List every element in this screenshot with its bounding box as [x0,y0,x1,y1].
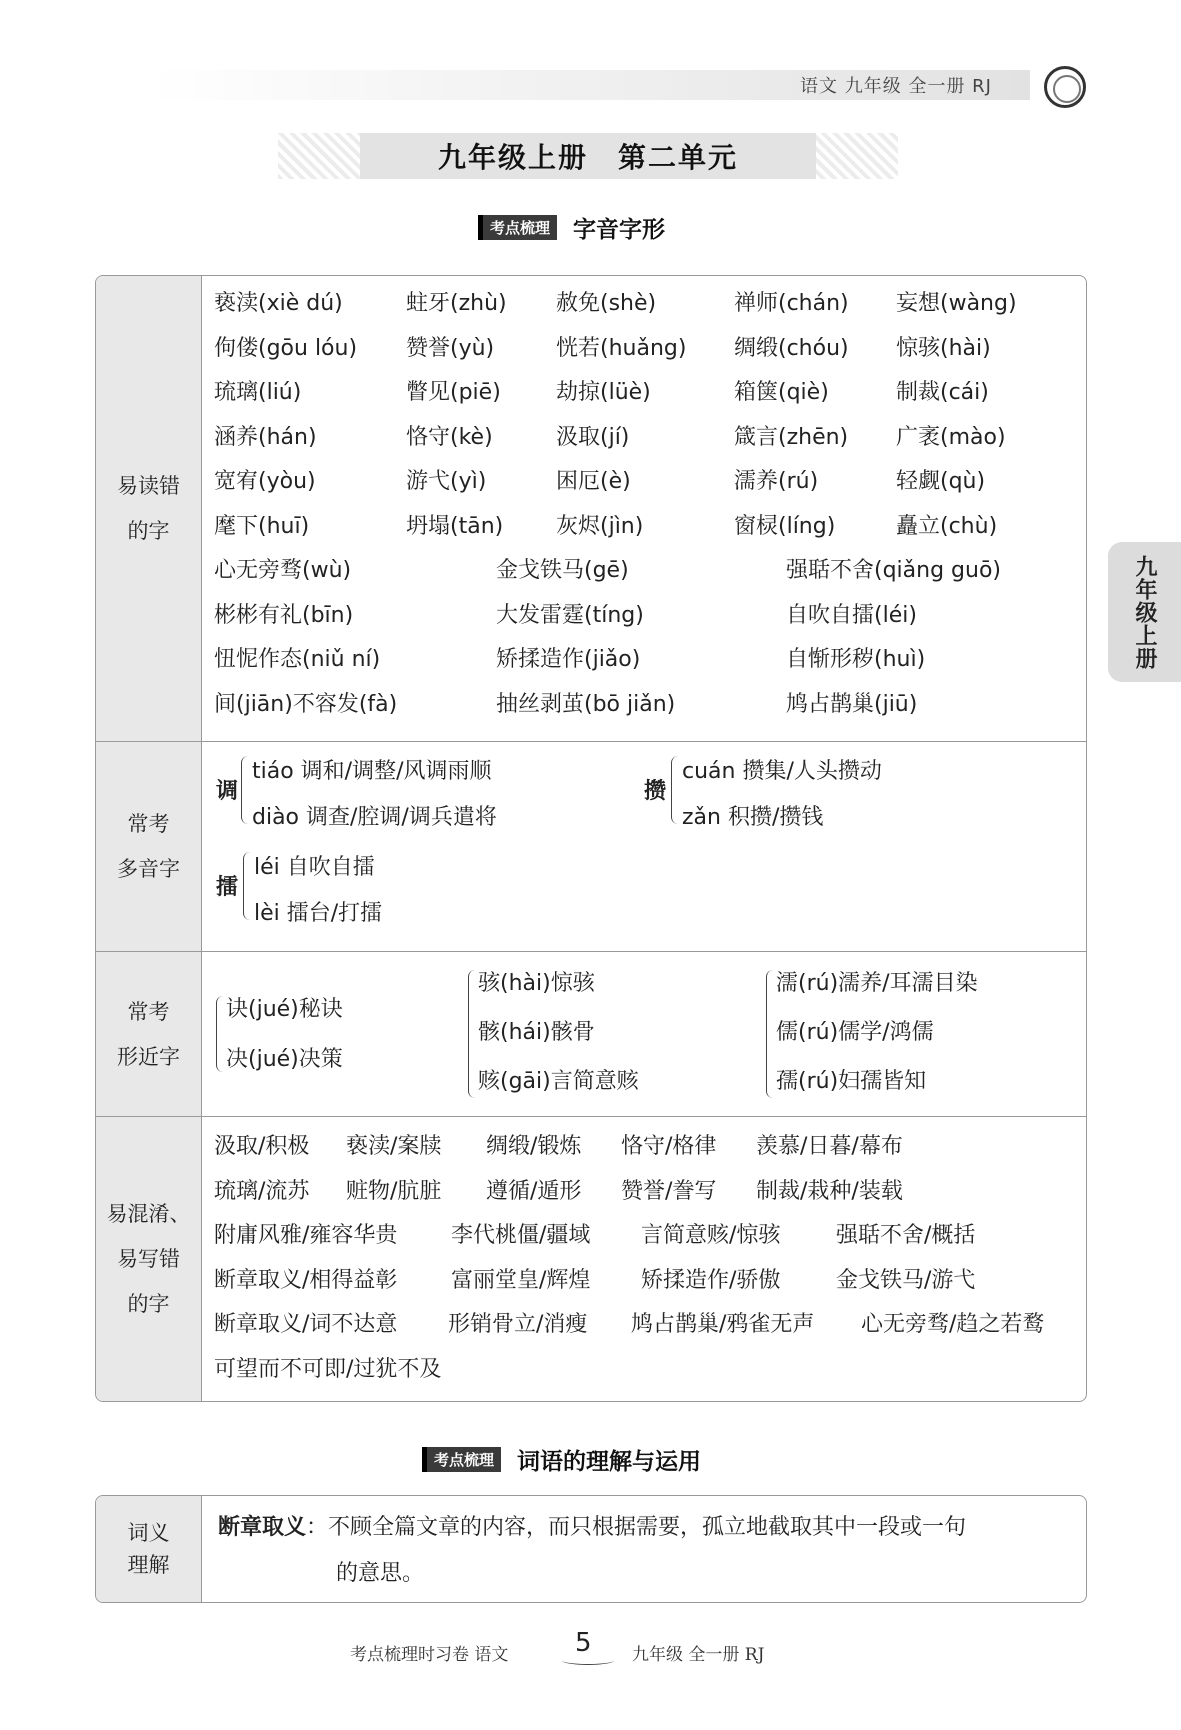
header-text: 语文 九年级 全一册 RJ [800,76,992,97]
misread-item: 困厄(è) [556,469,631,494]
row-label: 易读错 的字 [96,276,202,741]
misread-item: 轻觑(qù) [896,469,986,494]
confusable-item: 心无旁骛/趋之若鹜 [861,1312,1045,1337]
confusable-item: 断章取义/相得益彰 [214,1267,398,1293]
confusable-item: 琉璃/流苏 [214,1178,310,1204]
confusable-item: 鸠占鹊巢/鸦雀无声 [631,1312,815,1337]
brace [766,970,773,1098]
misread-item: 窗棂(líng) [734,513,836,539]
misread-item: 汲取(jí) [556,424,630,450]
misread-item: 蛀牙(zhù) [406,291,507,316]
similar-item: 濡(rú)濡养/耳濡目染 [776,971,978,996]
similar-item: 诀(jué)秘诀 [226,997,343,1022]
polyphonic-line: tiáo 调和/调整/风调雨顺 [252,759,492,784]
brace [241,756,248,824]
misread-item: 矗立(chù) [896,513,998,539]
definition-line [218,1510,966,1541]
confusable-item: 金戈铁马/游弋 [836,1267,976,1293]
misread-item: 妄想(wàng) [896,291,1017,316]
polyphonic-char: 擂 [216,875,239,900]
similar-item: 决(jué)决策 [226,1047,343,1072]
polyphonic-line: léi 自吹自擂 [254,855,375,880]
misread-item: 麾下(huī) [214,513,310,539]
confusable-item: 富丽堂皇/辉煌 [451,1267,591,1293]
confusable-item: 亵渎/案牍 [346,1134,442,1159]
misread-item: 自吹自擂(léi) [786,602,917,628]
confusable-item: 绸缎/锻炼 [486,1134,582,1159]
pronunciation-table [95,275,1087,1402]
confusable-item: 强聒不舍/概括 [836,1223,976,1248]
page-number: 5 [575,1628,592,1658]
confusable-item: 李代桃僵/疆域 [451,1223,591,1248]
brace [216,996,223,1072]
vocabulary-table [95,1495,1087,1603]
misread-item: 劫掠(lüè) [556,380,651,405]
brace [243,852,250,920]
misread-item: 心无旁骛(wù) [214,558,352,583]
section-tag: 考点梳理 [422,1447,501,1472]
misread-item: 忸怩作态(niǔ ní) [214,647,381,672]
similar-item: 儒(rú)儒学/鸿儒 [776,1020,934,1045]
misread-item: 恪守(kè) [406,424,493,450]
confusable-item: 形销骨立/消瘦 [448,1312,588,1337]
definition-line-2: 的意思。 [336,1561,425,1586]
similar-item: 孺(rú)妇孺皆知 [776,1069,927,1094]
seal-logo-icon [1044,66,1086,108]
brace [671,756,678,824]
section-title: 词语的理解与运用 [517,1448,702,1475]
misread-item: 坍塌(tān) [406,513,504,539]
section-label-2 [422,1446,702,1475]
misread-item: 箱箧(qiè) [734,380,829,405]
confusable-item: 矫揉造作/骄傲 [641,1267,781,1293]
misread-item: 大发雷霆(tíng) [496,602,644,628]
misread-item: 惊骇(hài) [896,335,991,361]
side-tab-label: 九年级上册 [1132,554,1157,670]
confusable-item: 可望而不可即/过犹不及 [214,1356,442,1382]
confusable-item: 遵循/遁形 [486,1178,582,1204]
polyphonic-line: diào 调查/腔调/调兵遣将 [252,805,497,830]
footer-right: 九年级 全一册 RJ [632,1645,765,1665]
misread-item: 间(jiān)不容发(fà) [214,691,398,717]
confusable-item: 恪守/格律 [621,1134,717,1159]
section-label-1 [478,214,666,243]
confusable-item: 汲取/积极 [214,1134,310,1159]
table-row-meaning [96,1496,1086,1602]
confusable-item: 言简意赅/惊骇 [641,1223,781,1248]
misread-item: 抽丝剥茧(bō jiǎn) [496,691,676,717]
row-label: 词义 理解 [96,1496,202,1602]
definition-text: ：不顾全篇文章的内容，而只根据需要，孤立地截取其中一段或一句 [306,1515,967,1540]
polyphonic-line: lèi 擂台/打擂 [254,901,383,926]
misread-item: 箴言(zhēn) [734,424,849,450]
similar-item: 骸(hái)骸骨 [478,1020,595,1045]
confusable-item: 赞誉/誊写 [621,1178,717,1204]
misread-item: 宽宥(yòu) [214,469,316,494]
misread-item: 灰烬(jìn) [556,513,644,539]
brace [468,970,475,1098]
misread-item: 强聒不舍(qiǎng guō) [786,558,1001,583]
misread-item: 赞誉(yù) [406,335,495,361]
misread-item: 琉璃(liú) [214,380,302,405]
misread-item: 矫揉造作(jiǎo) [496,647,641,672]
table-row-misread [96,276,1086,741]
page-title-box [360,133,816,179]
polyphonic-char: 攒 [644,779,667,804]
misread-item: 涵养(hán) [214,424,317,450]
misread-item: 自惭形秽(huì) [786,647,926,672]
section-title: 字音字形 [573,216,666,243]
confusable-item: 制裁/栽种/装载 [756,1178,903,1204]
row-label: 常考 多音字 [96,742,202,952]
misread-item: 佝偻(gōu lóu) [214,335,358,361]
misread-item: 亵渎(xiè dú) [214,291,343,316]
misread-item: 恍若(huǎng) [556,335,687,361]
confusable-item: 赃物/肮脏 [346,1178,442,1204]
page-number-decoration [562,1656,614,1665]
misread-item: 游弋(yì) [406,469,487,494]
confusable-item: 羡慕/日暮/幕布 [756,1134,903,1159]
table-row-similar [96,951,1086,1117]
table-row-polyphonic [96,741,1086,952]
misread-item: 广袤(mào) [896,424,1006,450]
term: 断章取义 [218,1515,307,1540]
misread-item: 绸缎(chóu) [734,335,849,361]
misread-item: 禅师(chán) [734,291,849,316]
section-tag: 考点梳理 [478,215,557,240]
similar-item: 骇(hài)惊骇 [478,971,595,996]
polyphonic-line: zǎn 积攒/攒钱 [682,805,824,830]
side-tab [1108,542,1181,682]
misread-item: 濡养(rú) [734,469,819,494]
page-title: 九年级上册 第二单元 [437,141,738,174]
table-row-confusable [96,1116,1086,1402]
polyphonic-char: 调 [216,779,239,804]
confusable-item: 断章取义/词不达意 [214,1312,398,1337]
similar-item: 赅(gāi)言简意赅 [478,1069,639,1094]
misread-item: 赦免(shè) [556,291,657,316]
footer-left: 考点梳理时习卷 语文 [350,1645,509,1665]
misread-item: 彬彬有礼(bīn) [214,602,354,628]
misread-item: 瞥见(piē) [406,380,501,405]
polyphonic-line: cuán 攒集/人头攒动 [682,759,882,784]
row-label: 常考 形近字 [96,952,202,1117]
row-label: 易混淆、 易写错 的字 [96,1117,202,1402]
misread-item: 制裁(cái) [896,380,989,405]
misread-item: 金戈铁马(gē) [496,558,629,583]
misread-item: 鸠占鹊巢(jiū) [786,691,918,717]
confusable-item: 附庸风雅/雍容华贵 [214,1223,398,1248]
